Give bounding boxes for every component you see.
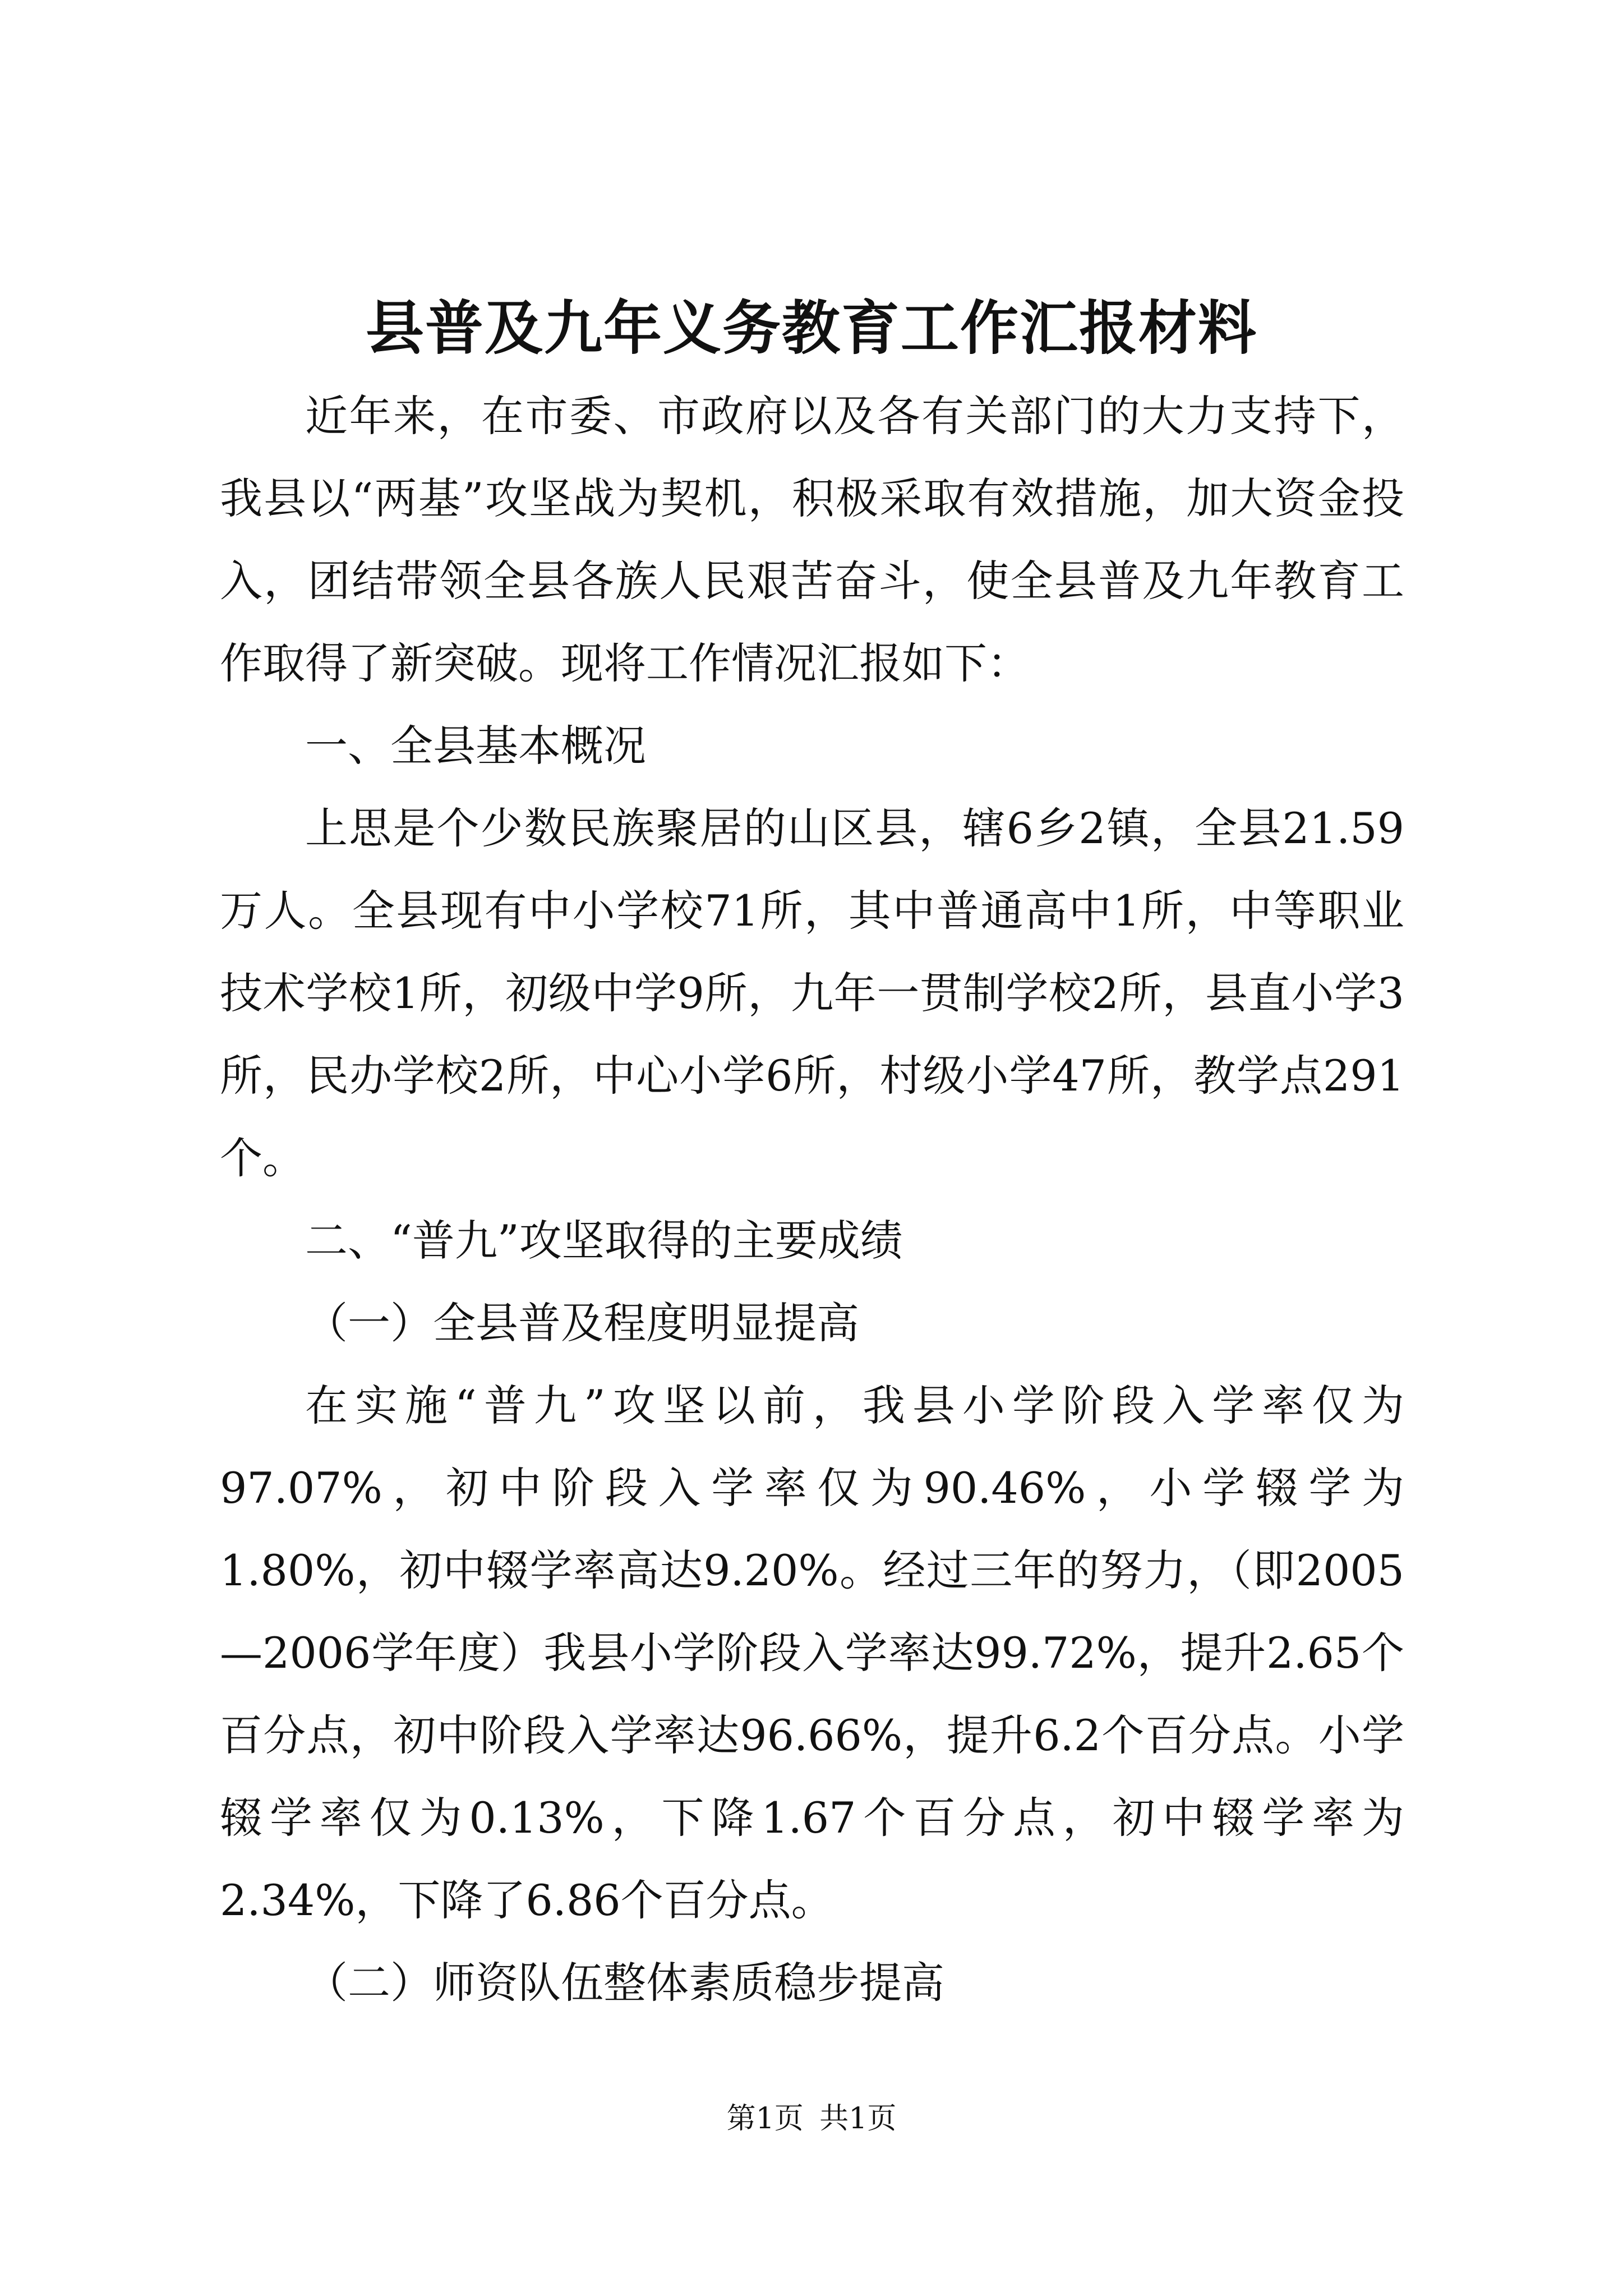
overview-paragraph: 上思是个少数民族聚居的山区县，辖6乡2镇，全县21.59万人。全县现有中小学校71所，其中普通高中1所，中等职业技术学校1所，初级中学9所，九年一贯制学校2所，县直小学3所，民办学校2所，中心小学6所，村级小学47所，教学点291个。 [220, 803, 1404, 1183]
page-number: 第1页 [726, 2102, 804, 2136]
page-total: 共1页 [819, 2102, 897, 2136]
section-heading-achievements: 二、“普九”攻坚取得的主要成绩 [305, 1216, 903, 1266]
document-body [220, 375, 1404, 2024]
section-heading-overview: 一、全县基本概况 [305, 721, 646, 771]
page-footer [0, 2099, 1623, 2138]
intro-paragraph: 近年来，在市委、市政府以及各有关部门的大力支持下，我县以“两基”攻坚战为契机，积极采取有效措施，加大资金投入，团结带领全县各族人民艰苦奋斗，使全县普及九年教育工作取得了新突破。现将工作情况汇报如下： [220, 391, 1404, 688]
subsection-heading-coverage: （一）全县普及程度明显提高 [305, 1298, 859, 1348]
coverage-paragraph: 在实施“普九”攻坚以前，我县小学阶段入学率仅为97.07%，初中阶段入学率仅为90.46%，小学辍学为1.80%，初中辍学率高达9.20%。经过三年的努力，（即2005—2006学年度）我县小学阶段入学率达99.72%，提升2.65个百分点，初中阶段入学率达96.66%，提升6.2个百分点。小学辍学率仅为0.13%，下降1.67个百分点，初中辍学率为2.34%，下降了6.86个百分点。 [220, 1381, 1404, 1925]
subsection-heading-teachers: （二）师资队伍整体素质稳步提高 [305, 1958, 944, 2008]
document-title: 县普及九年义务教育工作汇报材料 [365, 293, 1257, 362]
